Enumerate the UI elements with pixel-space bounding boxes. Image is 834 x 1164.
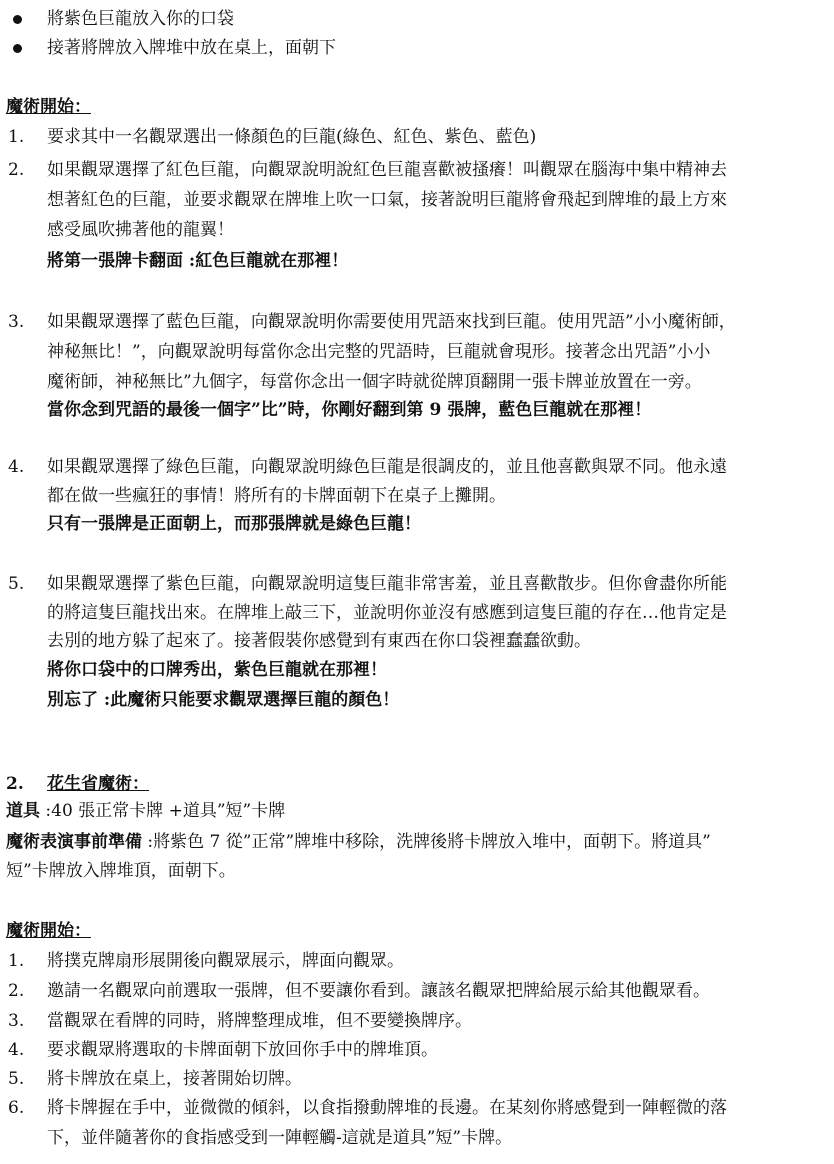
item-line: 如果觀眾選擇了紅色巨龍，向觀眾說明說紅色巨龍喜歡被搔癢！叫觀眾在腦海中集中精神去 [47, 160, 727, 180]
item-bold-line: 只有一張牌是正面朝上，而那張牌就是綠色巨龍！ [47, 514, 421, 534]
item-line: 如果觀眾選擇了藍色巨龍，向觀眾說明你需要使用咒語來找到巨龍。使用咒語”小小魔術師， [47, 312, 736, 332]
item-line: 將卡牌握在手中，並微微的傾斜，以食指撥動牌堆的長邊。在某刻你將感覺到一陣輕微的落 [47, 1098, 727, 1118]
item-line: 的將這隻巨龍找出來。在牌堆上敲三下，並說明你並沒有感應到這隻巨龍的存在…他肯定是 [47, 603, 727, 623]
bullet-text: 將紫色巨龍放入你的口袋 [47, 9, 234, 29]
item-line: 要求觀眾將選取的卡牌面朝下放回你手中的牌堆頂。 [47, 1040, 438, 1060]
item-line: 感受風吹拂著他的龍翼！ [47, 220, 234, 240]
props-text: :40 張正常卡牌 +道具”短”卡牌 [40, 801, 286, 821]
section-heading: 魔術開始： [6, 97, 91, 117]
bullet-dot [13, 44, 22, 53]
item-number: 3. [8, 312, 25, 332]
section-title: 花生省魔術： [47, 774, 149, 794]
prep-line-2: 短”卡牌放入牌堆頂，面朝下。 [6, 861, 236, 881]
item-bold-line: 將你口袋中的口牌秀出，紫色巨龍就在那裡！ [47, 660, 387, 680]
item-line: 去別的地方躲了起來了。接著假裝你感覺到有東西在你口袋裡蠢蠢欲動。 [47, 631, 591, 651]
item-line: 魔術師，神秘無比”九個字，每當你念出一個字時就從牌頂翻開一張卡牌並放置在一旁。 [47, 372, 702, 392]
item-number: 2. [8, 160, 25, 180]
item-line: 如果觀眾選擇了紫色巨龍，向觀眾說明這隻巨龍非常害羞，並且喜歡散步。但你會盡你所能 [47, 574, 727, 594]
bullet-text: 接著將牌放入牌堆中放在桌上，面朝下 [47, 38, 336, 58]
section-number: 2. [6, 774, 24, 794]
item-number: 1. [8, 127, 25, 147]
props-line [6, 800, 285, 822]
item-line: 都在做一些瘋狂的事情！將所有的卡牌面朝下在桌子上攤開。 [47, 486, 506, 506]
item-line: 當觀眾在看牌的同時，將牌整理成堆，但不要變換牌序。 [47, 1011, 472, 1031]
item-number: 6. [8, 1098, 25, 1118]
item-number: 1. [8, 951, 25, 971]
prep-text: :將紫色 7 從”正常”牌堆中移除，洗牌後將卡牌放入堆中，面朝下。將道具” [142, 832, 711, 852]
item-number: 4. [8, 1040, 25, 1060]
item-number: 2. [8, 981, 25, 1001]
bullet-dot [13, 15, 22, 24]
item-number: 5. [8, 574, 25, 594]
item-line: 下，並伴隨著你的食指感受到一陣輕觸-這就是道具”短”卡牌。 [47, 1128, 513, 1148]
item-line: 想著紅色的巨龍，並要求觀眾在牌堆上吹一口氣，接著說明巨龍將會飛起到牌堆的最上方來 [47, 190, 727, 210]
item-bold-line: 別忘了 :此魔術只能要求觀眾選擇巨龍的顏色！ [47, 690, 400, 710]
item-number: 4. [8, 457, 25, 477]
item-line: 邀請一名觀眾向前選取一張牌，但不要讓你看到。讓該名觀眾把牌給展示給其他觀眾看。 [47, 981, 710, 1001]
item-number: 5. [8, 1069, 25, 1089]
item-line: 神秘無比！”，向觀眾說明每當你念出完整的咒語時，巨龍就會現形。接著念出咒語”小小 [47, 342, 711, 362]
section-heading: 魔術開始： [6, 921, 91, 941]
item-line: 要求其中一名觀眾選出一條顏色的巨龍(綠色、紅色、紫色、藍色) [47, 127, 537, 147]
item-bold-line: 將第一張牌卡翻面 :紅色巨龍就在那裡！ [47, 251, 349, 271]
item-number: 3. [8, 1011, 25, 1031]
item-bold-line: 當你念到咒語的最後一個字”比”時，你剛好翻到第 9 張牌，藍色巨龍就在那裡！ [47, 400, 652, 420]
props-label: 道具 [6, 801, 40, 821]
prep-line [6, 831, 711, 853]
item-line: 將撲克牌扇形展開後向觀眾展示，牌面向觀眾。 [47, 951, 404, 971]
item-line: 將卡牌放在桌上，接著開始切牌。 [47, 1069, 302, 1089]
prep-label: 魔術表演事前準備 [6, 832, 142, 852]
item-line: 如果觀眾選擇了綠色巨龍，向觀眾說明綠色巨龍是很調皮的，並且他喜歡與眾不同。他永遠 [47, 457, 727, 477]
